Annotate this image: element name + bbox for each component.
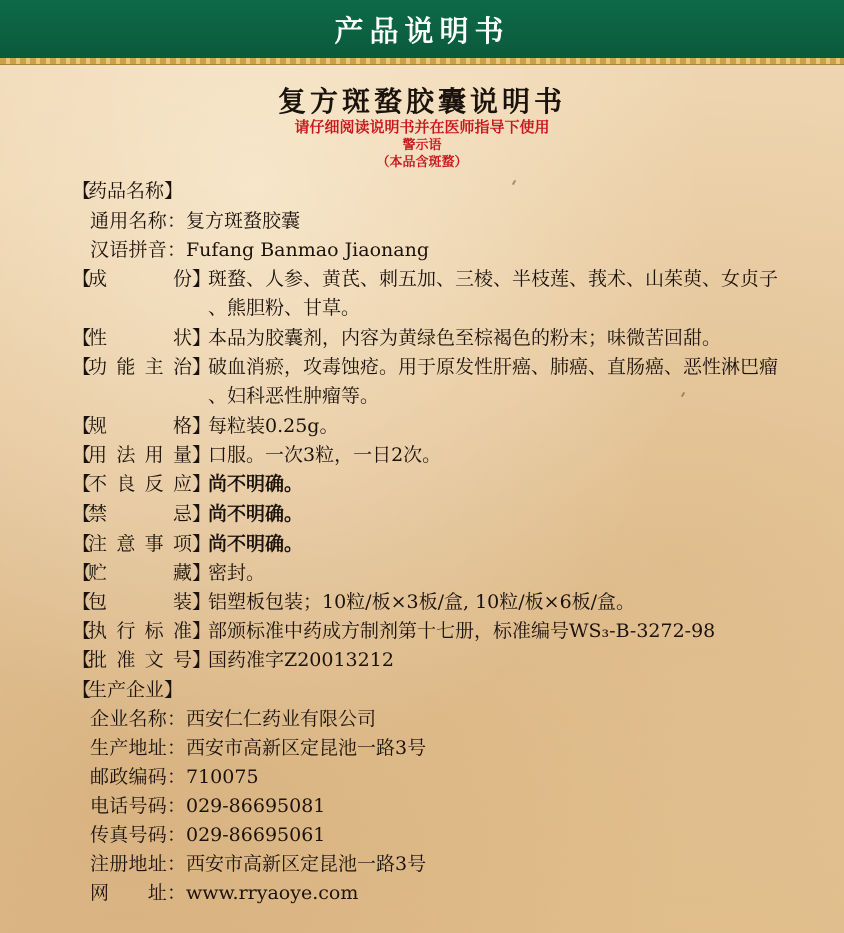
- field-value: 029-86695061: [186, 824, 326, 846]
- website-link[interactable]: www.rryaoye.com: [186, 882, 359, 904]
- fax-row: [90, 821, 325, 850]
- field-label: 生产地址：: [90, 737, 186, 759]
- section-ingredients: 【成 份】斑蝥、人参、黄芪、刺五加、三棱、半枝莲、莪术、山茱萸、女贞子 、熊胆粉、甘草。: [72, 265, 778, 323]
- phone-row: [90, 792, 325, 821]
- field-value: 710075: [186, 766, 259, 788]
- usage-notice: 请仔细阅读说明书并在医师指导下使用: [294, 118, 550, 136]
- section-specification: 【规 格】每粒装0.25g。: [72, 412, 778, 441]
- field-value: 029-86695081: [186, 795, 326, 817]
- section-label: 禁 忌: [88, 503, 192, 525]
- field-label: 企业名称：: [90, 708, 186, 730]
- field-value: Fufang Banmao Jiaonang: [186, 239, 429, 261]
- field-value: 复方斑蝥胶囊: [186, 210, 301, 232]
- field-label: 邮政编码：: [90, 766, 186, 788]
- field-value: 西安市高新区定昆池一路3号: [186, 853, 427, 875]
- warning-label: 警示语: [402, 138, 442, 153]
- section-contraindications: 【禁 忌】尚不明确。: [72, 500, 778, 529]
- section-value: 斑蝥、人参、黄芪、刺五加、三棱、半枝莲、莪术、山茱萸、女贞子 、熊胆粉、甘草。: [208, 268, 779, 319]
- field-label: 传真号码：: [90, 824, 186, 846]
- section-label: 贮 藏: [88, 562, 192, 584]
- section-dosage: 【用法用量】口服。一次3粒，一日2次。: [72, 441, 778, 470]
- production-address-row: [90, 734, 426, 763]
- section-precautions: 【注意事项】尚不明确。: [72, 530, 778, 559]
- section-value: 铝塑板包装；10粒/板×3板/盒, 10粒/板×6板/盒。: [208, 591, 636, 613]
- generic-name-row: [90, 207, 300, 236]
- section-label: 注意事项: [88, 533, 192, 555]
- section-value: 口服。一次3粒，一日2次。: [208, 444, 442, 466]
- section-value: 破血消瘀，攻毒蚀疮。用于原发性肝癌、肺癌、直肠癌、恶性淋巴瘤 、妇科恶性肿瘤等。: [208, 356, 779, 407]
- section-value: 每粒装0.25g。: [208, 415, 339, 437]
- field-label: 网 址：: [90, 882, 186, 904]
- section-package: 【包 装】铝塑板包装；10粒/板×3板/盒, 10粒/板×6板/盒。: [72, 588, 778, 617]
- section-manufacturer: 【生产企业】: [72, 676, 180, 705]
- section-properties: 【性 状】本品为胶囊剂，内容为黄绿色至棕褐色的粉末；味微苦回甜。: [72, 324, 778, 353]
- section-drug-name: 【药品名称】: [72, 177, 180, 206]
- paper-speck: [512, 180, 516, 185]
- section-label: 批准文号: [88, 649, 192, 671]
- section-label: 成 份: [88, 268, 192, 290]
- section-value: 密封。: [208, 562, 266, 584]
- section-label: 执行标准: [88, 620, 192, 642]
- field-value: 西安市高新区定昆池一路3号: [186, 737, 427, 759]
- header-banner: [0, 0, 844, 58]
- section-approval: 【批准文号】国药准字Z20013212: [72, 646, 778, 675]
- field-label: 汉语拼音：: [90, 239, 186, 261]
- section-label: 药品名称: [88, 180, 165, 202]
- section-label: 生产企业: [88, 679, 165, 701]
- website-row: [90, 879, 358, 908]
- section-value: 本品为胶囊剂，内容为黄绿色至棕褐色的粉末；味微苦回甜。: [208, 327, 722, 349]
- section-standard: 【执行标准】部颁标准中药成方制剂第十七册，标准编号WS₃-B-3272-98: [72, 617, 778, 646]
- company-name-row: [90, 705, 376, 734]
- section-value: 尚不明确。: [208, 473, 304, 495]
- field-label: 电话号码：: [90, 795, 186, 817]
- field-label: 注册地址：: [90, 853, 186, 875]
- banner-title: 产品说明书: [334, 13, 510, 48]
- document-title: 复方斑蝥胶囊说明书: [277, 85, 566, 118]
- section-adverse-reactions: 【不良反应】尚不明确。: [72, 470, 778, 499]
- banner-divider: [0, 58, 844, 65]
- field-label: 通用名称：: [90, 210, 186, 232]
- warning-text: （本品含斑蝥）: [376, 155, 468, 170]
- registered-address-row: [90, 850, 426, 879]
- section-indications: 【功能主治】破血消瘀，攻毒蚀疮。用于原发性肝癌、肺癌、直肠癌、恶性淋巴瘤 、妇科恶性肿瘤等。: [72, 353, 778, 411]
- section-label: 性 状: [88, 327, 192, 349]
- pinyin-row: [90, 236, 429, 265]
- section-value: 尚不明确。: [208, 503, 304, 525]
- section-label: 包 装: [88, 591, 192, 613]
- section-storage: 【贮 藏】密封。: [72, 559, 778, 588]
- section-label: 规 格: [88, 415, 192, 437]
- postcode-row: [90, 763, 259, 792]
- section-label: 用法用量: [88, 444, 192, 466]
- field-value: 西安仁仁药业有限公司: [186, 708, 377, 730]
- section-label: 不良反应: [88, 473, 192, 495]
- section-value: 尚不明确。: [208, 533, 304, 555]
- section-label: 功能主治: [88, 356, 192, 378]
- section-value: 国药准字Z20013212: [208, 649, 394, 671]
- section-value: 部颁标准中药成方制剂第十七册，标准编号WS₃-B-3272-98: [208, 620, 716, 642]
